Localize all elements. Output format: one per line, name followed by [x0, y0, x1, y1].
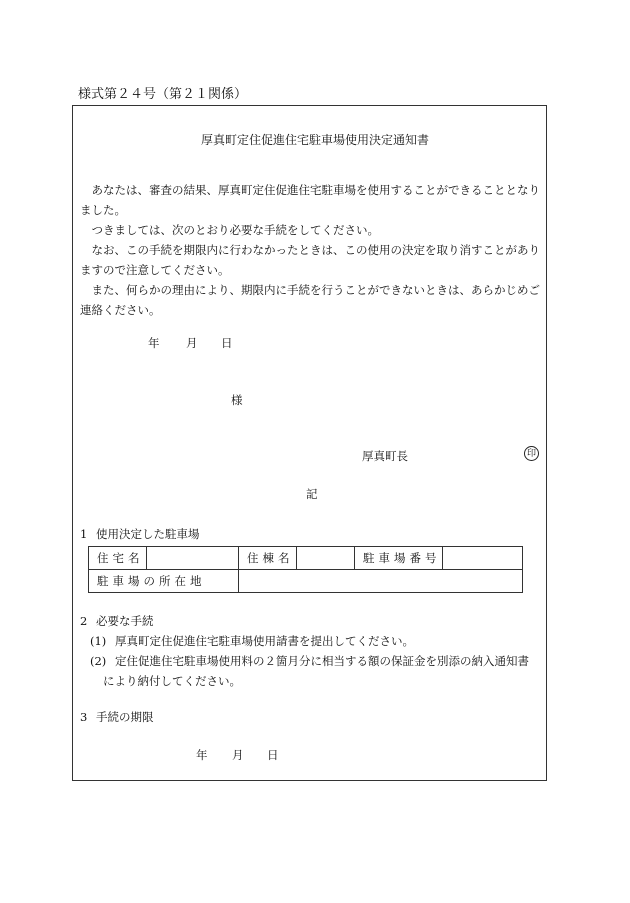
deadline-day: 日 [267, 748, 279, 762]
deadline-month: 月 [232, 748, 244, 762]
parking-number-label: 駐車場番号 [355, 547, 443, 570]
issuer-name: 厚真町長 [362, 449, 408, 463]
section-2-title: 必要な手続 [96, 614, 154, 628]
section-1-title: 使用決定した駐車場 [96, 527, 200, 541]
document-title: 厚真町定住促進住宅駐車場使用決定通知書 [200, 133, 429, 147]
item-2-mark: (2) [90, 654, 107, 668]
section-2-number: 2 [80, 614, 88, 628]
parking-location-value [239, 570, 523, 593]
deadline-year: 年 [196, 748, 208, 762]
table-row [89, 547, 523, 570]
recipient-suffix: 様 [231, 393, 243, 407]
building-name-value [297, 547, 355, 570]
item-1-text: 厚真町定住促進住宅駐車場使用請書を提出してください。 [115, 634, 414, 648]
date-year: 年 [148, 336, 160, 350]
item-1-mark: (1) [90, 634, 107, 648]
housing-name-value [147, 547, 239, 570]
item-2-text: 定住促進住宅駐車場使用料の２箇月分に相当する額の保証金を別添の納入通知書 [115, 654, 529, 668]
paragraph-deadline-warning: なお、この手続を期限内に行わなかったときは、この使用の決定を取り消すことがありますので注意してください。 [80, 243, 540, 277]
seal-mark: 印 [524, 446, 539, 461]
section-3-title: 手続の期限 [96, 710, 154, 724]
paragraph-result: あなたは、審査の結果、厚真町定住促進住宅駐車場を使用することができることとなりました。 [80, 183, 540, 217]
section-1-number: 1 [80, 527, 88, 541]
parking-table [88, 546, 523, 593]
form-number: 様式第２４号（第２１関係） [78, 87, 248, 102]
building-name-label: 住棟名 [239, 547, 297, 570]
ki-heading: 記 [306, 487, 318, 501]
item-2-continuation: により納付してください。 [103, 674, 241, 688]
table-row [89, 570, 523, 593]
date-month: 月 [186, 336, 198, 350]
section-3-number: 3 [80, 710, 88, 724]
paragraph-procedure: つきましては、次のとおり必要な手続をしてください。 [91, 223, 379, 237]
parking-number-value [443, 547, 523, 570]
parking-location-label: 駐車場の所在地 [89, 570, 239, 593]
paragraph-contact: また、何らかの理由により、期限内に手続を行うことができないときは、あらかじめご連絡ください。 [80, 283, 540, 317]
housing-name-label: 住宅名 [89, 547, 147, 570]
date-day: 日 [221, 336, 233, 350]
